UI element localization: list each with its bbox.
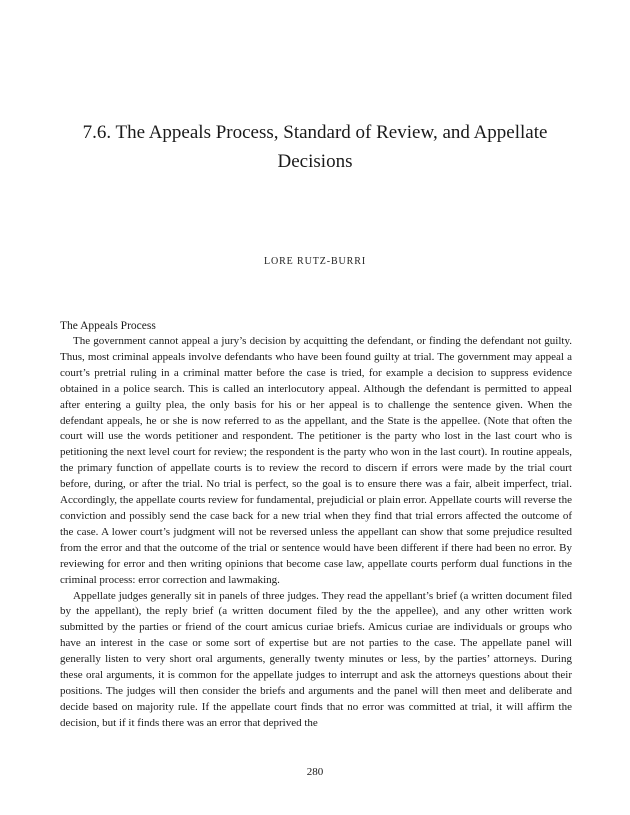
- section-body: [60, 318, 572, 732]
- section-heading: The Appeals Process: [60, 320, 156, 332]
- chapter-title: 7.6. The Appeals Process, Standard of Review, and Appellate Decisions: [82, 122, 548, 172]
- paragraph: The government cannot appeal a jury’s decision by acquitting the defendant, or finding the defendant not guilty. Thus, most criminal appeals involve defendants who have been found guilty at trial. The government may appeal a court’s pretrial ruling in a criminal matter before the case is tried, for example a decision to suppress evidence obtained in a police search. This is called an interlocutory appeal. Although the defendant is permitted to appeal after entering a guilty plea, the only basis for his or her appeal is to challenge the sentence given. When the defendant appeals, he or she is now referred to as the appellant, and the State is the appellee. (Note that often the court will use the words petitioner and respondent. The petitioner is the party who lost in the last court who is petitioning the next level court for review; the respondent is the party who won in the last court). In routine appeals, the primary function of appellate courts is to review the record to discern if errors were made by the trial court before, during, or after the trial. No trial is perfect, so the goal is to ensure there was a fair, albeit imperfect, trial. Accordingly, the appellate courts review for fundamental, prejudicial or plain error. Appellate courts will reverse the conviction and possibly send the case back for a new trial when they find that trial errors affected the outcome of the case. A lower court’s judgment will not be reversed unless the appellant can show that some prejudice resulted from the error and that the outcome of the trial or sentence would have been different if there had been no error. By reviewing for error and then writing opinions that become case law, appellate courts perform dual functions in the criminal process: error correction and lawmaking.: [60, 335, 572, 586]
- page-number: 280: [306, 766, 324, 778]
- paragraph: Appellate judges generally sit in panels of three judges. They read the appellant’s brief (a written document filed by the appellant), the reply brief (a written document filed by the the appellee), and any other written work submitted by the parties or friend of the court amicus curiae briefs. Amicus curiae are individuals or groups who have an interest in the case or some sort of expertise but are not parties to the case. The appellate panel will generally listen to very short oral arguments, generally twenty minutes or less, by the parties’ attorneys. During these oral arguments, it is common for the appellate judges to interrupt and ask the attorneys questions about their positions. The judges will then consider the briefs and arguments and the panel will then meet and deliberate and decide based on majority rule. If the appellate court finds that no error was committed at trial, it will affirm the decision, but if it finds there was an error that deprived the: [60, 589, 572, 729]
- author-name: LORE RUTZ-BURRI: [263, 256, 367, 267]
